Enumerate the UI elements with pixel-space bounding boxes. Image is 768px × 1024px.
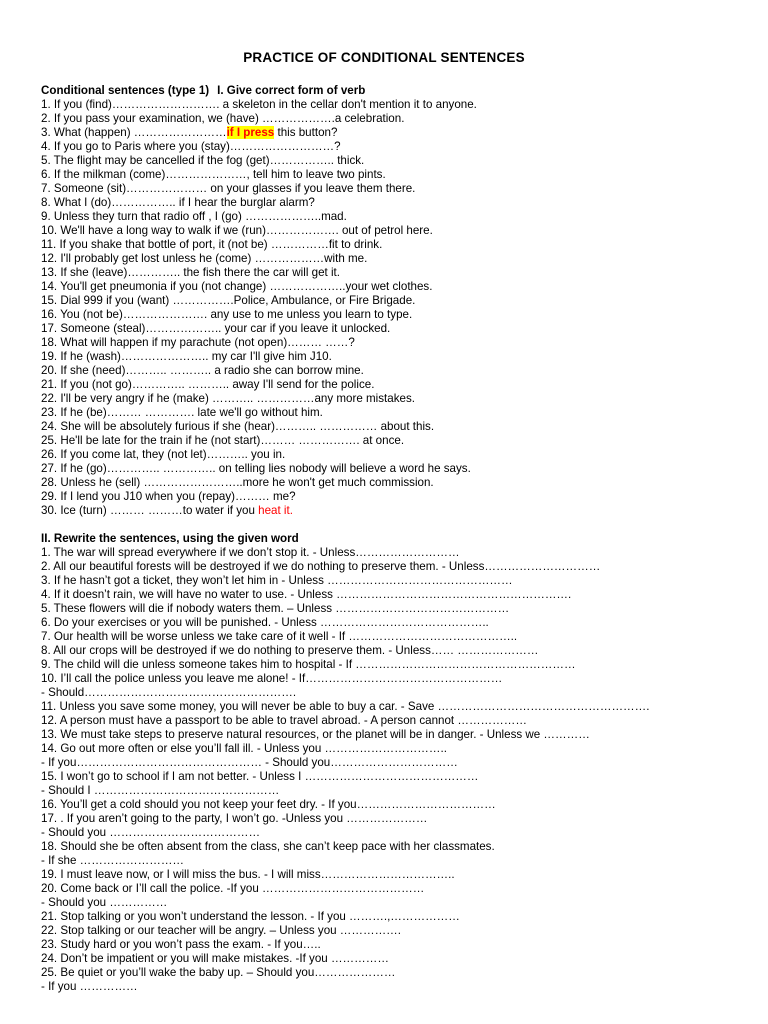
exercise-text: 19. I must leave now, or I will miss the bus. - I will miss……………………………..: [41, 868, 455, 881]
exercise-line: [41, 602, 741, 616]
exercise-line: [41, 658, 741, 672]
exercise-line: [41, 714, 741, 728]
exercise-line: [41, 392, 741, 406]
exercise-text: 7. Someone (sit)………………… on your glasses if you leave them there.: [41, 182, 416, 195]
exercise-line: [41, 910, 741, 924]
exercise-text: 24. She will be absolutely furious if she (hear)……….. …………… about this.: [41, 420, 435, 433]
exercise-text: 16. You (not be)…………………. any use to me unless you learn to type.: [41, 308, 413, 321]
exercise-text: 17. Someone (steal)……………….. your car if you leave it unlocked.: [41, 322, 391, 335]
exercise-text: 12. A person must have a passport to be able to travel abroad. - A person cannot ………………: [41, 714, 527, 727]
exercise-line: [41, 798, 741, 812]
red-answer: heat it.: [258, 504, 293, 517]
exercise-text: 9. Unless they turn that radio off , I (go) ………………..mad.: [41, 210, 347, 223]
exercise-text: 16. You’ll get a cold should you not keep your feet dry. - If you………………………………: [41, 798, 496, 811]
exercise-line: [41, 588, 741, 602]
exercise-line: [41, 560, 741, 574]
section1-heading-a: Conditional sentences (type 1): [41, 84, 210, 97]
exercise-line: [41, 224, 741, 238]
exercise-text: 20. Come back or I’ll call the police. -If you ……………………………………: [41, 882, 425, 895]
exercise-text: - If you ……………: [41, 980, 138, 993]
exercise-text: 8. All our crops will be destroyed if we do nothing to preserve them. - Unless…… …………………: [41, 644, 539, 657]
exercise-text: 12. I'll probably get lost unless he (come) ………………with me.: [41, 252, 368, 265]
exercise-line: [41, 448, 741, 462]
exercise-text: 2. If you pass your examination, we (have) ……………….a celebration.: [41, 112, 405, 125]
exercise-text: 14. You'll get pneumonia if you (not change) ………………..your wet clothes.: [41, 280, 433, 293]
exercise-line: [41, 742, 741, 756]
exercise-text: 29. If I lend you J10 when you (repay)……… me?: [41, 490, 296, 503]
exercise-line: [41, 280, 741, 294]
exercise-line: [41, 770, 741, 784]
exercise-text: 13. We must take steps to preserve natural resources, or the planet will be in danger. - Unless we …………: [41, 728, 590, 741]
exercise-line: [41, 490, 741, 504]
exercise-line: [41, 756, 741, 770]
exercise-line: [41, 168, 741, 182]
exercise-line: [41, 294, 741, 308]
exercise-text: - Should I …………………………………………: [41, 784, 280, 797]
exercise-line: [41, 238, 741, 252]
exercise-text: 14. Go out more often or else you’ll fall ill. - Unless you …………………………..: [41, 742, 447, 755]
exercise-text: 25. Be quiet or you’ll wake the baby up. – Should you…………………: [41, 966, 396, 979]
exercise-text: 15. I won’t go to school if I am not better. - Unless I ………………………………………: [41, 770, 479, 783]
exercise-line: [41, 896, 741, 910]
exercise-line: [41, 364, 741, 378]
exercise-line: [41, 434, 741, 448]
exercise-line: [41, 504, 741, 518]
section2-heading: II. Rewrite the sentences, using the given word: [41, 532, 299, 545]
exercise-line: [41, 952, 741, 966]
exercise-line: [41, 882, 741, 896]
exercise-text: 17. . If you aren’t going to the party, I won’t go. -Unless you …………………: [41, 812, 428, 825]
highlighted-answer: if I press: [226, 126, 275, 139]
exercise-text: 4. If it doesn’t rain, we will have no water to use. - Unless …………………………………………………….: [41, 588, 572, 601]
exercise-line: [41, 826, 741, 840]
exercise-line: [41, 154, 741, 168]
exercise-text: 2. All our beautiful forests will be destroyed if we do nothing to preserve them. - Unless…………………………: [41, 560, 601, 573]
exercise-text: 30. Ice (turn) ……… ………to water if you: [41, 504, 259, 517]
exercise-text: 26. If you come lat, they (not let)……….. you in.: [41, 448, 286, 461]
exercise-line: [41, 784, 741, 798]
exercise-line: [41, 924, 741, 938]
exercise-text: 20. If she (need)……….. ……….. a radio she can borrow mine.: [41, 364, 364, 377]
exercise-line: [41, 252, 741, 266]
exercise-text: 10. We'll have a long way to walk if we (run)………………. out of petrol here.: [41, 224, 433, 237]
exercise-line: [41, 672, 741, 686]
exercise-line: [41, 336, 741, 350]
exercise-line: [41, 574, 741, 588]
exercise-line: [41, 322, 741, 336]
exercise-line: [41, 266, 741, 280]
section1-heading: [41, 84, 365, 97]
section1-heading-b: I. Give correct form of verb: [217, 84, 366, 97]
exercise-text: 22. I'll be very angry if he (make) ……….. ……………any more mistakes.: [41, 392, 415, 405]
exercise-text: 5. The flight may be cancelled if the fog (get)…………….. thick.: [41, 154, 365, 167]
exercise-text: 18. What will happen if my parachute (not open)……… ……?: [41, 336, 355, 349]
exercise-text: 23. If he (be)……… …………. late we'll go without him.: [41, 406, 323, 419]
exercise-text: 9. The child will die unless someone takes him to hospital - If …………………………………………………: [41, 658, 576, 671]
exercise-line: [41, 126, 741, 140]
exercise-line: [41, 840, 741, 854]
exercise-line: [41, 112, 741, 126]
exercise-text: 13. If she (leave)………….. the fish there the car will get it.: [41, 266, 340, 279]
exercise-text: 21. If you (not go)………….. ……….. away I'll send for the police.: [41, 378, 375, 391]
exercise-line: [41, 728, 741, 742]
exercise-line: [41, 308, 741, 322]
exercise-text: 5. These flowers will die if nobody waters them. – Unless ………………………………………: [41, 602, 510, 615]
exercise-text-tail: this button?: [274, 126, 338, 139]
section1-exercise-list: [41, 98, 741, 518]
exercise-line: [41, 644, 741, 658]
exercise-line: [41, 420, 741, 434]
exercise-line: [41, 196, 741, 210]
exercise-text: 15. Dial 999 if you (want) …………….Police, Ambulance, or Fire Brigade.: [41, 294, 416, 307]
exercise-text: 11. Unless you save some money, you will never be able to buy a car. - Save ……………………………………………….: [41, 700, 650, 713]
exercise-text: 4. If you go to Paris where you (stay)………………………?: [41, 140, 341, 153]
exercise-text: 10. I’ll call the police unless you leave me alone! - If……………………………………………: [41, 672, 503, 685]
exercise-text: - Should you ……………: [41, 896, 168, 909]
exercise-line: [41, 630, 741, 644]
exercise-line: [41, 182, 741, 196]
exercise-line: [41, 868, 741, 882]
exercise-line: [41, 616, 741, 630]
exercise-text: 21. Stop talking or you won’t understand the lesson. - If you ……….,………………: [41, 910, 460, 923]
exercise-line: [41, 350, 741, 364]
exercise-text: 19. If he (wash)………………….. my car I'll give him J10.: [41, 350, 332, 363]
exercise-text: 11. If you shake that bottle of port, it (not be) ……………fit to drink.: [41, 238, 383, 251]
exercise-line: [41, 966, 741, 980]
exercise-text: - If you………………………………………… - Should you……………………………: [41, 756, 458, 769]
exercise-text: 1. The war will spread everywhere if we don’t stop it. - Unless………………………: [41, 546, 460, 559]
exercise-text: - Should you …………………………………: [41, 826, 261, 839]
exercise-line: [41, 476, 741, 490]
exercise-line: [41, 854, 741, 868]
exercise-text: 18. Should she be often absent from the class, she can’t keep pace with her classmates.: [41, 840, 495, 853]
exercise-line: [41, 546, 741, 560]
exercise-text: 1. If you (find)………………………. a skeleton in the cellar don't mention it to anyone.: [41, 98, 477, 111]
exercise-line: [41, 938, 741, 952]
exercise-line: [41, 140, 741, 154]
exercise-text: 7. Our health will be worse unless we take care of it well - If ……………………………………..: [41, 630, 518, 643]
exercise-text: 6. If the milkman (come)…………………, tell him to leave two pints.: [41, 168, 386, 181]
exercise-text: 23. Study hard or you won’t pass the exam. - If you…..: [41, 938, 321, 951]
exercise-line: [41, 700, 741, 714]
exercise-text: 28. Unless he (sell) ……………………..more he won't get much commission.: [41, 476, 434, 489]
exercise-text: 27. If he (go)………….. ………….. on telling lies nobody will believe a word he says.: [41, 462, 471, 475]
exercise-text: 25. He'll be late for the train if he (not start)……… ……………. at once.: [41, 434, 405, 447]
exercise-text: 8. What I (do)…………….. if I hear the burglar alarm?: [41, 196, 315, 209]
page-title: PRACTICE OF CONDITIONAL SENTENCES: [243, 50, 525, 65]
exercise-line: [41, 980, 741, 994]
exercise-line: [41, 686, 741, 700]
exercise-line: [41, 462, 741, 476]
exercise-line: [41, 98, 741, 112]
section2-exercise-list: [41, 546, 741, 994]
exercise-text: 3. What (happen) ……………………: [41, 126, 227, 139]
exercise-line: [41, 812, 741, 826]
exercise-text: 24. Don’t be impatient or you will make mistakes. -If you ……………: [41, 952, 389, 965]
exercise-line: [41, 210, 741, 224]
exercise-line: [41, 378, 741, 392]
exercise-text: 22. Stop talking or our teacher will be angry. – Unless you …………….: [41, 924, 401, 937]
exercise-text: 6. Do your exercises or you will be punished. - Unless ……………………………………..: [41, 616, 489, 629]
exercise-text: - Should……………………………………………….: [41, 686, 297, 699]
exercise-line: [41, 406, 741, 420]
exercise-text: - If she ………………………: [41, 854, 185, 867]
exercise-text: 3. If he hasn’t got a ticket, they won’t let him in - Unless …………………………………………: [41, 574, 513, 587]
